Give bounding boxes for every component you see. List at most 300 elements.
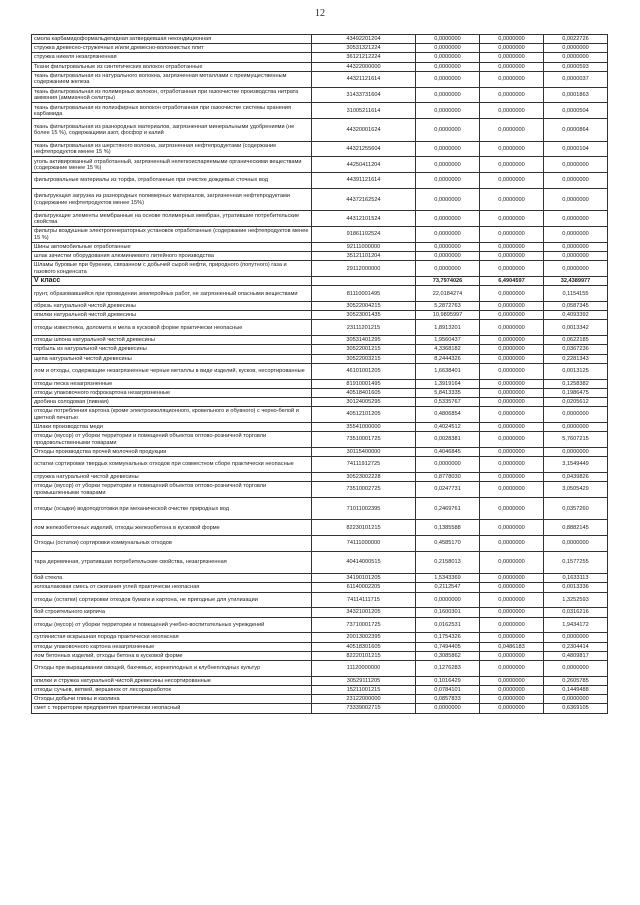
waste-name-cell: отходы упаковочного гофрокартона незагрязненные [32,388,312,397]
value-1-cell: 0,0000000 [416,592,480,608]
value-1-cell: 0,0000000 [416,44,480,53]
value-2-cell: 0,0000000 [480,261,544,277]
table-row [32,320,608,336]
value-2-cell: 6,4904597 [480,277,544,286]
waste-code-cell: 29112000000 [312,261,416,277]
waste-code-cell: 30531321224 [312,44,416,53]
value-3-cell: 0,0000104 [544,141,608,157]
waste-code-cell: 11120000000 [312,661,416,677]
waste-code-cell: 30522001215 [312,345,416,354]
value-3-cell: 0,0367236 [544,345,608,354]
value-3-cell: 0,0000000 [544,422,608,431]
value-2-cell: 0,0000000 [480,345,544,354]
value-1-cell: 0,2469761 [416,497,480,519]
value-2-cell: 0,0000000 [480,286,544,302]
value-2-cell: 0,0000000 [480,432,544,448]
class-row [32,277,608,286]
value-1-cell: 0,1385588 [416,520,480,536]
waste-name-cell: отходы песка незагрязненные [32,379,312,388]
value-2-cell: 0,0000000 [480,157,544,173]
waste-name-cell: ткань фильтровальная из натурального волокна, загрязненная металлами с преимущественным содержанием железа [32,71,312,87]
value-1-cell: 0,1754326 [416,633,480,642]
value-3-cell: 0,0205612 [544,397,608,406]
value-1-cell: 0,4806854 [416,407,480,423]
value-3-cell: 0,0000037 [544,71,608,87]
value-2-cell: 0,0000000 [480,87,544,103]
value-2-cell: 0,0000000 [480,379,544,388]
table-row [32,695,608,704]
value-2-cell: 0,0000000 [480,608,544,617]
value-3-cell: 0,6369105 [544,704,608,713]
table-row [32,157,608,173]
value-3-cell: 0,2281343 [544,354,608,363]
value-1-cell: 0,4585170 [416,536,480,552]
value-1-cell: 0,0000000 [416,173,480,189]
value-2-cell: 0,0000000 [480,457,544,473]
value-2-cell: 0,0000000 [480,336,544,345]
waste-code-cell: 30531401295 [312,336,416,345]
value-2-cell: 0,0000000 [480,676,544,685]
value-1-cell: 0,0028381 [416,432,480,448]
value-3-cell: 0,2304414 [544,642,608,651]
waste-name-cell: ткань фильтровальная из полимерных волокон, отработанная при газоочистке производства нитрата аммония (аммиачной селитры) [32,87,312,103]
value-3-cell: 32,4389977 [544,277,608,286]
waste-code-cell: 82220101215 [312,651,416,660]
value-2-cell: 0,0000000 [480,651,544,660]
table-row [32,388,608,397]
waste-name-cell: остатки сортировки твердых коммунальных отходов при совместном сборе практически неопасные [32,457,312,473]
value-2-cell: 0,0000000 [480,661,544,677]
value-1-cell: 0,0000000 [416,103,480,119]
value-3-cell: 0,0000000 [544,261,608,277]
waste-name-cell: дробина солодовая (пивная) [32,397,312,406]
waste-code-cell: 23111201215 [312,320,416,336]
waste-name-cell: лом бетонных изделий, отходы бетона в кусковой форме [32,651,312,660]
table-row [32,422,608,431]
waste-code-cell: 15211001215 [312,685,416,694]
value-2-cell: 0,0000000 [480,397,544,406]
waste-name-cell: Отходы (остатки) сортировки коммунальных отходов [32,536,312,552]
value-3-cell: 0,0000000 [544,53,608,62]
waste-name-cell: отходы (мусор) от уборки территории и помещений объектов оптово-розничной торговли промышленными товарами [32,482,312,498]
value-2-cell: 0,0000000 [480,363,544,379]
value-3-cell: 0,0000000 [544,695,608,704]
value-2-cell: 0,0000000 [480,44,544,53]
value-1-cell: 0,0000000 [416,87,480,103]
value-1-cell: 1,8913201 [416,320,480,336]
value-2-cell: 0,0000000 [480,62,544,71]
table-row [32,62,608,71]
value-3-cell: 0,0000000 [544,536,608,552]
table-row [32,551,608,573]
value-3-cell: 0,0000000 [544,157,608,173]
value-2-cell: 0,0000000 [480,311,544,320]
waste-name-cell: уголь активированный отработанный, загрязненный нелегкоиспаряемыми органическими веществами (содержание менее 15 %) [32,157,312,173]
value-2-cell: 0,0000000 [480,188,544,210]
waste-name-cell: тара деревянная, утратившая потребительские свойства, незагрязненная [32,551,312,573]
waste-code-cell: 30529111205 [312,676,416,685]
waste-code-cell: 31005211614 [312,103,416,119]
value-2-cell: 0,0000000 [480,354,544,363]
table-row [32,227,608,243]
table-row [32,71,608,87]
value-1-cell: 0,0000000 [416,188,480,210]
value-1-cell: 0,0000000 [416,252,480,261]
value-3-cell: 0,1449488 [544,685,608,694]
value-1-cell: 0,4046845 [416,447,480,456]
value-1-cell: 0,0000000 [416,141,480,157]
table-row [32,432,608,448]
waste-name-cell: отходы шпона натуральной чистой древесины [32,336,312,345]
waste-name-cell: ткань фильтровальная из шерстяного волокна, загрязненная нефтепродуктами (содержание нефтепродуктов менее 15 %) [32,141,312,157]
value-1-cell: 4,3368182 [416,345,480,354]
waste-name-cell: фильтры воздушные электрогенераторных установок отработанные (содержание нефтепродуктов менее 15 %) [32,227,312,243]
waste-name-cell: ткань фильтровальная из полиэфирных волокон отработанная при газоочистке системы хранения карбамида [32,103,312,119]
value-3-cell: 0,1633113 [544,574,608,583]
waste-name-cell: фильтровальные материалы из торфа, отработанные при очистке дождевых сточных вод [32,173,312,189]
value-1-cell: 0,4024512 [416,422,480,431]
waste-code-cell: 35541000000 [312,422,416,431]
waste-code-cell: 46101001205 [312,363,416,379]
value-3-cell: 0,4809817 [544,651,608,660]
value-2-cell: 0,0000000 [480,422,544,431]
value-3-cell: 0,0587345 [544,302,608,311]
value-3-cell: 0,8882145 [544,520,608,536]
value-2-cell: 0,0000000 [480,173,544,189]
waste-code-cell: 73339002715 [312,704,416,713]
value-2-cell: 0,0000000 [480,617,544,633]
waste-name-cell: стружка натуральной чистой древесины [32,472,312,481]
table-row [32,583,608,592]
waste-name-cell: Шламы буровые при бурении, связанном с добычей сырой нефти, природного (попутного) газа и газового конденсата [32,261,312,277]
waste-code-cell: 30523002228 [312,472,416,481]
value-3-cell: 3,1549449 [544,457,608,473]
value-3-cell: 0,4093392 [544,311,608,320]
value-1-cell: 0,0000000 [416,704,480,713]
value-1-cell: 1,3919164 [416,379,480,388]
table-row [32,633,608,642]
value-1-cell: 0,1016429 [416,676,480,685]
waste-name-cell: отходы (осадки) водоподготовки при механической очистке природных вод [32,497,312,519]
waste-code-cell: 20013002395 [312,633,416,642]
waste-name-cell: щепа натуральной чистой древесины [32,354,312,363]
table-row [32,188,608,210]
waste-code-cell: 31433731604 [312,87,416,103]
value-2-cell: 0,0000000 [480,520,544,536]
value-3-cell: 0,0439826 [544,472,608,481]
table-row [32,676,608,685]
value-3-cell: 5,7607215 [544,432,608,448]
table-row [32,242,608,251]
value-3-cell: 0,0000000 [544,633,608,642]
waste-name-cell: ткань фильтровальная из разнородных материалов, загрязненная минеральными удобрениями (не более 15 %), содержащими азот, фосфор и калий [32,119,312,141]
waste-name-cell: обрезь натуральной чистой древесины [32,302,312,311]
value-2-cell: 0,0000000 [480,583,544,592]
waste-code-cell: 74114111715 [312,592,416,608]
value-3-cell: 0,1258382 [544,379,608,388]
waste-code-cell: 40518401605 [312,388,416,397]
table-row [32,35,608,44]
value-2-cell: 0,0000000 [480,695,544,704]
value-1-cell: 8,2444326 [416,354,480,363]
value-3-cell: 0,1577255 [544,551,608,573]
waste-code-cell: 30124005295 [312,397,416,406]
waste-code-cell: 44322000000 [312,62,416,71]
waste-code-cell: 71011002395 [312,497,416,519]
value-1-cell: 0,3085862 [416,651,480,660]
waste-name-cell: Ткани фильтровальные из синтетических волокон отработанные [32,62,312,71]
value-2-cell: 0,0000000 [480,320,544,336]
value-3-cell: 0,0000000 [544,407,608,423]
table-row [32,103,608,119]
value-3-cell: 0,0013336 [544,583,608,592]
table-row [32,482,608,498]
value-3-cell: 3,0505429 [544,482,608,498]
waste-name-cell: золошлаковая смесь от сжигания углей практически неопасная [32,583,312,592]
waste-name-cell: бой стекла [32,574,312,583]
table-row [32,574,608,583]
waste-name-cell: отходы известняка, доломита и мела в кусковой форме практически неопасные [32,320,312,336]
waste-name-cell: Отходы добычи глины и каолина [32,695,312,704]
value-2-cell: 0,0000000 [480,103,544,119]
waste-code-cell: 30522004215 [312,302,416,311]
table-row [32,87,608,103]
table-row [32,407,608,423]
value-1-cell: 0,1600301 [416,608,480,617]
table-row [32,457,608,473]
value-2-cell: 0,0000000 [480,704,544,713]
waste-code-cell: 30522003215 [312,354,416,363]
waste-code-cell: 40518301605 [312,642,416,651]
waste-code-cell: 30523001435 [312,311,416,320]
waste-name-cell: стружка никеля незагрязненная [32,53,312,62]
waste-code-cell: 91861102524 [312,227,416,243]
waste-name-cell: отходы (мусор) от уборки территории и помещений учебно-воспитательных учреждений [32,617,312,633]
value-3-cell: 0,0357260 [544,497,608,519]
waste-name-cell: суглинистая вскрышная порода практически неопасная [32,633,312,642]
waste-name-cell: V класс [32,277,312,286]
value-2-cell: 0,0000000 [480,497,544,519]
waste-name-cell: опилки и стружка натуральной чистой древесины несортированные [32,676,312,685]
waste-name-cell: горбыль из натуральной чистой древесины [32,345,312,354]
waste-code-cell: 40414000515 [312,551,416,573]
waste-code-cell: 61140002205 [312,583,416,592]
table-row [32,592,608,608]
value-3-cell: 0,0001863 [544,87,608,103]
value-3-cell: 0,0316216 [544,608,608,617]
value-3-cell: 0,2605785 [544,676,608,685]
waste-code-cell: 82230101215 [312,520,416,536]
waste-code-cell: 44250411204 [312,157,416,173]
value-3-cell: 0,0000000 [544,44,608,53]
value-3-cell: 0,0000000 [544,447,608,456]
value-2-cell: 0,0000000 [480,53,544,62]
waste-name-cell: Отходы производства прочей молочной продукции [32,447,312,456]
table-row [32,44,608,53]
waste-name-cell: лом железобетонных изделий, отходы железобетона в кусковой форме [32,520,312,536]
waste-code-cell: 73510002725 [312,482,416,498]
value-2-cell: 0,0000000 [480,227,544,243]
table-row [32,536,608,552]
value-1-cell: 1,6638401 [416,363,480,379]
waste-code-cell: 23122000000 [312,695,416,704]
waste-code-cell: 44312101524 [312,211,416,227]
value-1-cell: 0,0000000 [416,71,480,87]
waste-code-cell: 34321001205 [312,608,416,617]
table-row [32,497,608,519]
value-1-cell: 0,0000000 [416,261,480,277]
value-1-cell: 0,0000000 [416,227,480,243]
value-2-cell: 0,0000000 [480,685,544,694]
value-1-cell: 5,8413335 [416,388,480,397]
value-1-cell: 0,0000000 [416,211,480,227]
value-1-cell: 1,5343369 [416,574,480,583]
value-2-cell: 0,0000000 [480,592,544,608]
table-row [32,704,608,713]
value-2-cell: 0,0000000 [480,211,544,227]
table-row [32,302,608,311]
waste-code-cell: 74111000000 [312,536,416,552]
value-2-cell: 0,0000000 [480,574,544,583]
table-row [32,119,608,141]
waste-code-cell: 81910001495 [312,379,416,388]
value-1-cell: 0,0000000 [416,457,480,473]
table-row [32,173,608,189]
waste-name-cell: Шлаки производства меди [32,422,312,431]
value-1-cell: 0,0000000 [416,62,480,71]
table-row [32,608,608,617]
value-3-cell: 0,0000000 [544,211,608,227]
waste-name-cell: стружка древесно-стружечных и/или древесно-волокнистых плит [32,44,312,53]
value-3-cell: 0,0013125 [544,363,608,379]
page-number: 12 [315,8,325,19]
table-row [32,685,608,694]
value-3-cell: 0,0013342 [544,320,608,336]
waste-name-cell: шлак зачистки оборудования алюминиевого литейного производства [32,252,312,261]
value-3-cell: 0,0022726 [544,35,608,44]
waste-code-cell: 40512101205 [312,407,416,423]
waste-code-cell: 44321121614 [312,71,416,87]
waste-code-cell: 73710001725 [312,617,416,633]
value-2-cell: 0,0000000 [480,407,544,423]
waste-name-cell: фильтрующая загрузка из разнородных полимерных материалов, загрязненная нефтепродуктами (содержание нефтепродуктов менее 15%) [32,188,312,210]
waste-code-cell: 74111912725 [312,457,416,473]
value-1-cell: 0,0784101 [416,685,480,694]
value-1-cell: 0,2112547 [416,583,480,592]
waste-code-cell [312,277,416,286]
value-3-cell: 0,0000000 [544,661,608,677]
value-1-cell: 0,1276283 [416,661,480,677]
table-row [32,286,608,302]
waste-code-cell: 44321255604 [312,141,416,157]
value-2-cell: 0,0000000 [480,71,544,87]
value-3-cell: 0,1154155 [544,286,608,302]
value-1-cell: 0,7494405 [416,642,480,651]
waste-code-cell: 44320001624 [312,119,416,141]
value-1-cell: 10,9895997 [416,311,480,320]
value-3-cell: 1,9434172 [544,617,608,633]
waste-code-cell: 73510001725 [312,432,416,448]
waste-name-cell: Отходы при выращивании овощей, бахчевых, корнеплодных и клубнеплодных культур [32,661,312,677]
value-3-cell: 0,0000504 [544,103,608,119]
value-3-cell: 0,0000000 [544,242,608,251]
value-2-cell: 0,0000000 [480,35,544,44]
waste-name-cell: отходы (мусор) от уборки территории и помещений объектов оптово-розничной торговли продовольственными товарами [32,432,312,448]
table-row [32,447,608,456]
value-2-cell: 0,0486183 [480,642,544,651]
waste-name-cell: отходы сучьев, ветвей, вершинок от лесоразработок [32,685,312,694]
value-1-cell: 0,8778030 [416,472,480,481]
table-row [32,472,608,481]
table-row [32,661,608,677]
waste-code-cell: 81110001495 [312,286,416,302]
value-1-cell: 0,2158013 [416,551,480,573]
value-2-cell: 0,0000000 [480,482,544,498]
waste-name-cell: грунт, образовавшийся при проведении землеройных работ, не загрязненный опасными веществами [32,286,312,302]
waste-code-cell: 44372162524 [312,188,416,210]
value-3-cell: 0,0000000 [544,188,608,210]
waste-name-cell: смет с территории предприятия практически неопасный [32,704,312,713]
value-2-cell: 0,0000000 [480,242,544,251]
value-1-cell: 5,2872763 [416,302,480,311]
table-row [32,354,608,363]
waste-name-cell: Шины автомобильные отработанные [32,242,312,251]
value-3-cell: 0,0622185 [544,336,608,345]
waste-code-cell: 92111000000 [312,242,416,251]
waste-name-cell: отходы упаковочного картона незагрязненные [32,642,312,651]
value-2-cell: 0,0000000 [480,551,544,573]
value-1-cell: 0,0000000 [416,157,480,173]
value-1-cell: 0,0247731 [416,482,480,498]
value-1-cell: 0,0000000 [416,53,480,62]
table-row [32,336,608,345]
waste-code-cell: 30115400000 [312,447,416,456]
table-row [32,211,608,227]
value-2-cell: 0,0000000 [480,302,544,311]
table-row [32,651,608,660]
value-2-cell: 0,0000000 [480,536,544,552]
value-1-cell: 22,0184274 [416,286,480,302]
value-1-cell: 0,0162531 [416,617,480,633]
value-3-cell: 0,0000000 [544,252,608,261]
value-1-cell: 0,0000000 [416,242,480,251]
value-1-cell: 0,0857833 [416,695,480,704]
waste-name-cell: лом и отходы, содержащие незагрязненные черные металлы в виде изделий, кусков, несортированные [32,363,312,379]
table-row [32,261,608,277]
waste-name-cell: смола карбамидоформальдегидная затвердевшая некондиционная [32,35,312,44]
table-row [32,397,608,406]
value-1-cell: 0,5335767 [416,397,480,406]
waste-name-cell: отходы потребления картона (кроме электроизоляционного, кровельного и обувного) с черно-белой и цветной печатью [32,407,312,423]
waste-name-cell: фильтрующие элементы мембранные на основе полимерных мембран, утратившие потребительские свойства [32,211,312,227]
value-3-cell: 0,0000864 [544,119,608,141]
value-3-cell: 0,1986475 [544,388,608,397]
table-row [32,141,608,157]
table-row [32,252,608,261]
table-row [32,617,608,633]
value-1-cell: 1,9560437 [416,336,480,345]
value-1-cell: 73,7974026 [416,277,480,286]
value-2-cell: 0,0000000 [480,141,544,157]
waste-code-cell: 35121101204 [312,252,416,261]
waste-name-cell: бой строительного кирпича [32,608,312,617]
value-2-cell: 0,0000000 [480,119,544,141]
table-row [32,379,608,388]
value-2-cell: 0,0000000 [480,252,544,261]
value-2-cell: 0,0000000 [480,388,544,397]
waste-table [31,34,608,714]
waste-code-cell: 44391121614 [312,173,416,189]
